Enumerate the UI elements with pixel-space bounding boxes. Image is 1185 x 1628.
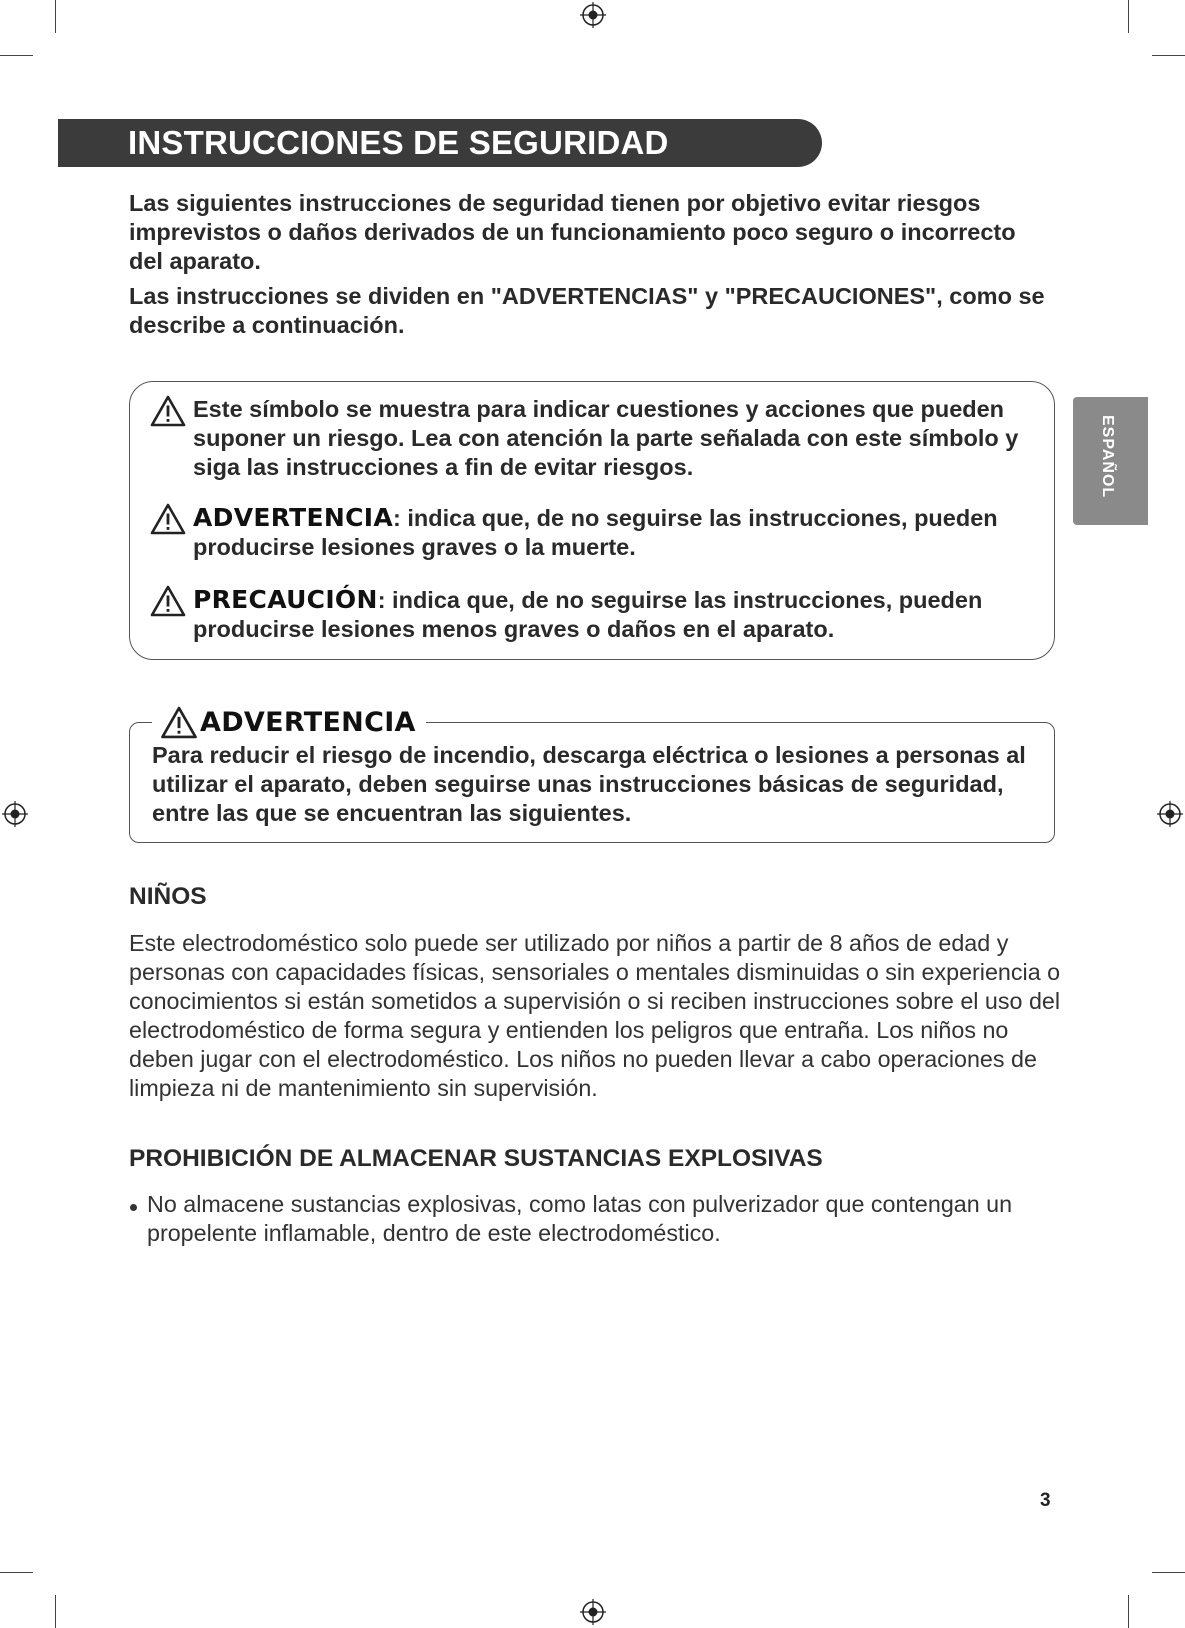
crop-mark	[0, 1572, 33, 1573]
warning-triangle-icon	[160, 706, 198, 739]
registration-mark-icon	[1157, 801, 1183, 827]
section-bullet-explosives: No almacene sustancias explosivas, como latas con pulverizador que contengan un propelente inflamable, dentro de este electrodoméstico.	[147, 1191, 1013, 1246]
intro-paragraph-1: Las siguientes instrucciones de seguridad tienen por objetivo evitar riesgos imprevistos o daños derivados de un funcionamiento poco seguro o incorrecto del aparato.	[129, 190, 1016, 274]
warning-box-title: ADVERTENCIA	[200, 706, 416, 738]
caution-definition	[150, 585, 1050, 644]
caution-definition-text: : indica que, de no seguirse las instrucciones, pueden producirse lesiones menos graves o daños en el aparato.	[193, 587, 983, 642]
registration-mark-icon	[580, 1599, 606, 1625]
warning-triangle-icon	[150, 585, 186, 617]
crop-mark	[55, 0, 56, 33]
symbol-explanation-text: Este símbolo se muestra para indicar cuestiones y acciones que pueden suponer un riesgo. Lea con atención la parte señalada con este símbolo y siga las instrucciones a fin de evitar riesgos.	[193, 396, 1019, 480]
crop-mark	[1152, 1572, 1185, 1573]
intro-paragraph-2: Las instrucciones se dividen en "ADVERTENCIAS" y "PRECAUCIONES", como se describe a continuación.	[129, 283, 1045, 338]
section-heading-children: NIÑOS	[129, 883, 207, 910]
crop-mark	[1128, 0, 1129, 33]
bullet-icon	[130, 1204, 137, 1211]
page-title: INSTRUCCIONES DE SEGURIDAD	[128, 124, 669, 161]
warning-box-label	[152, 703, 426, 741]
section-text-children: Este electrodoméstico solo puede ser utilizado por niños a partir de 8 años de edad y personas con capacidades físicas, sensoriales o mentales disminuidas o sin experiencia o conocimientos si están sometidos a supervisión o si reciben instrucciones sobre el uso del electrodoméstico de forma segura y entienden los peligros que entraña. Los niños no deben jugar con el electrodoméstico. Los niños no pueden llevar a cabo operaciones de limpieza ni de mantenimiento sin supervisión.	[129, 930, 1061, 1101]
warning-triangle-icon	[150, 503, 186, 535]
registration-mark-icon	[580, 2, 606, 28]
crop-mark	[0, 55, 33, 56]
warning-keyword: ADVERTENCIA	[193, 503, 394, 532]
symbol-explanation	[150, 395, 1050, 482]
warning-triangle-icon	[150, 395, 186, 427]
warning-definition	[150, 503, 1050, 562]
crop-mark	[1152, 55, 1185, 56]
section-heading-explosives: PROHIBICIÓN DE ALMACENAR SUSTANCIAS EXPLOSIVAS	[129, 1145, 823, 1172]
crop-mark	[1128, 1595, 1129, 1628]
page-number: 3	[1040, 1490, 1051, 1511]
warning-definition-text: : indica que, de no seguirse las instrucciones, pueden producirse lesiones graves o la muerte.	[193, 505, 998, 560]
warning-box-text: Para reducir el riesgo de incendio, descarga eléctrica o lesiones a personas al utilizar el aparato, deben seguirse unas instrucciones básicas de seguridad, entre las que se encuentran las siguientes.	[152, 742, 1026, 826]
crop-mark	[55, 1595, 56, 1628]
registration-mark-icon	[2, 801, 28, 827]
language-tab-label: ESPAÑOL	[1099, 415, 1116, 499]
caution-keyword: PRECAUCIÓN	[193, 585, 378, 614]
